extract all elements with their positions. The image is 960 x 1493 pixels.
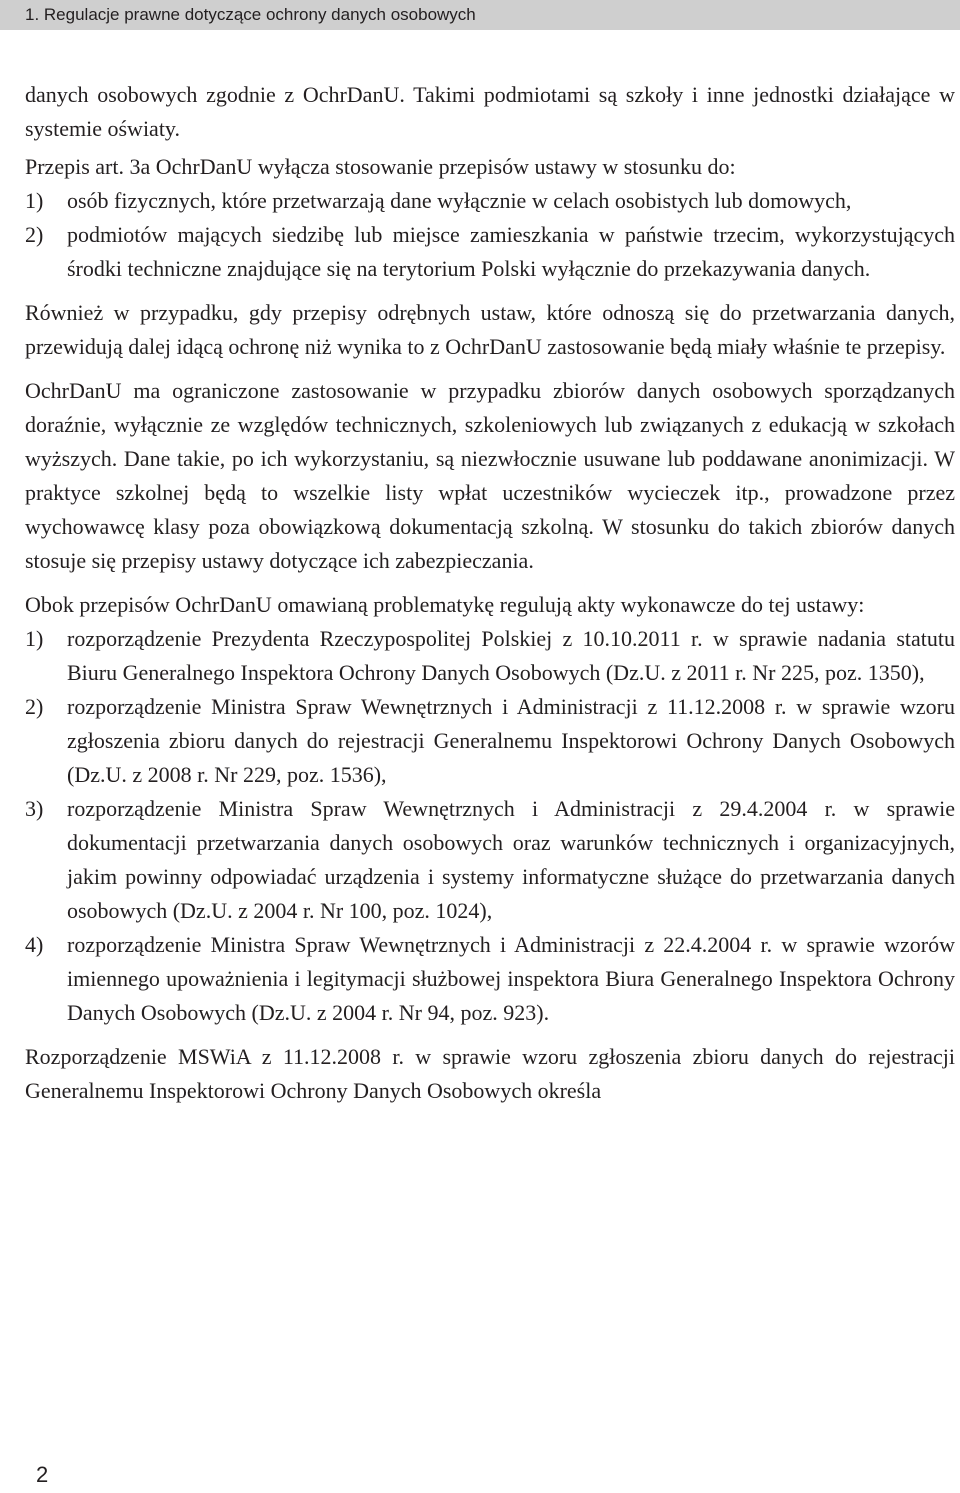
list-item-text: rozporządzenie Ministra Spraw Wewnętrznych i Administracji z 29.4.2004 r. w sprawie dokumentacji przetwarzania danych osobowych oraz warunków technicznych i organizacyjnych, jakim powinny odpowiadać urządzenia i systemy informatyczne służące do przetwarzania danych osobowych (Dz.U. z 2004 r. Nr 100, poz. 1024), xyxy=(67,796,955,923)
list-item-number: 2) xyxy=(25,222,44,247)
list-item-number: 3) xyxy=(25,796,44,821)
list-item-text: rozporządzenie Ministra Spraw Wewnętrznych i Administracji z 11.12.2008 r. w sprawie wzoru zgłoszenia zbioru danych do rejestracji Generalnemu Inspektorowi Ochrony Danych Osobowych (Dz.U. z 2008 r. Nr 229, poz. 1536), xyxy=(67,694,955,787)
list-item xyxy=(25,690,955,792)
list-item xyxy=(25,622,955,690)
list-item-text: rozporządzenie Prezydenta Rzeczypospolitej Polskiej z 10.10.2011 r. w sprawie nadania statutu Biuru Generalnego Inspektora Ochrony Danych Osobowych (Dz.U. z 2011 r. Nr 225, poz. 1350), xyxy=(67,626,955,685)
paragraph-executive-acts-intro: Obok przepisów OchrDanU omawianą problematykę regulują akty wykonawcze do tej ustawy: xyxy=(25,592,865,617)
list-item-number: 1) xyxy=(25,188,44,213)
list-item xyxy=(25,184,955,218)
chapter-title: 1. Regulacje prawne dotyczące ochrony danych osobowych xyxy=(25,5,476,24)
list-item-text: osób fizycznych, które przetwarzają dane wyłącznie w celach osobistych lub domowych, xyxy=(67,188,852,213)
list-item-text: rozporządzenie Ministra Spraw Wewnętrznych i Administracji z 22.4.2004 r. w sprawie wzorów imiennego upoważnienia i legitymacji służbowej inspektora Biura Generalnego Inspektora Ochrony Danych Osobowych (Dz.U. z 2004 r. Nr 94, poz. 923). xyxy=(67,932,955,1025)
list-item-number: 1) xyxy=(25,626,44,651)
list-item-number: 4) xyxy=(25,932,44,957)
paragraph-art-3a-intro: Przepis art. 3a OchrDanU wyłącza stosowanie przepisów ustawy w stosunku do: xyxy=(25,154,736,179)
page-body xyxy=(25,78,955,1108)
list-item xyxy=(25,792,955,928)
paragraph-continuation: danych osobowych zgodnie z OchrDanU. Takimi podmiotami są szkoły i inne jednostki działające w systemie oświaty. xyxy=(25,82,955,141)
page-number: 2 xyxy=(36,1462,49,1487)
paragraph-mswia-regulation: Rozporządzenie MSWiA z 11.12.2008 r. w sprawie wzoru zgłoszenia zbioru danych do rejestracji Generalnemu Inspektorowi Ochrony Danych Osobowych określa xyxy=(25,1044,955,1103)
exclusions-list xyxy=(25,184,955,286)
list-item-text: podmiotów mających siedzibę lub miejsce zamieszkania w państwie trzecim, wykorzystujących środki techniczne znajdujące się na terytorium Polski wyłącznie do przekazywania danych. xyxy=(67,222,955,281)
paragraph-separate-acts: Również w przypadku, gdy przepisy odrębnych ustaw, które odnoszą się do przetwarzania danych, przewidują dalej idącą ochronę niż wynika to z OchrDanU zastosowanie będą miały właśnie te przepisy. xyxy=(25,300,955,359)
list-item-number: 2) xyxy=(25,694,44,719)
paragraph-limited-application: OchrDanU ma ograniczone zastosowanie w przypadku zbiorów danych osobowych sporządzanych doraźnie, wyłącznie ze względów technicznych, szkoleniowych lub związanych z edukacją w szkołach wyższych. Dane takie, po ich wykorzystaniu, są niezwłocznie usuwane lub poddawane anonimizacji. W praktyce szkolnej będą to wszelkie listy wpłat uczestników wycieczek itp., prowadzone przez wychowawcę klasy poza obowiązkową dokumentacją szkolną. W stosunku do takich zbiorów danych stosuje się przepisy ustawy dotyczące ich zabezpieczania. xyxy=(25,378,955,573)
chapter-header-bar xyxy=(0,0,960,30)
list-item xyxy=(25,928,955,1030)
executive-acts-list xyxy=(25,622,955,1030)
list-item xyxy=(25,218,955,286)
